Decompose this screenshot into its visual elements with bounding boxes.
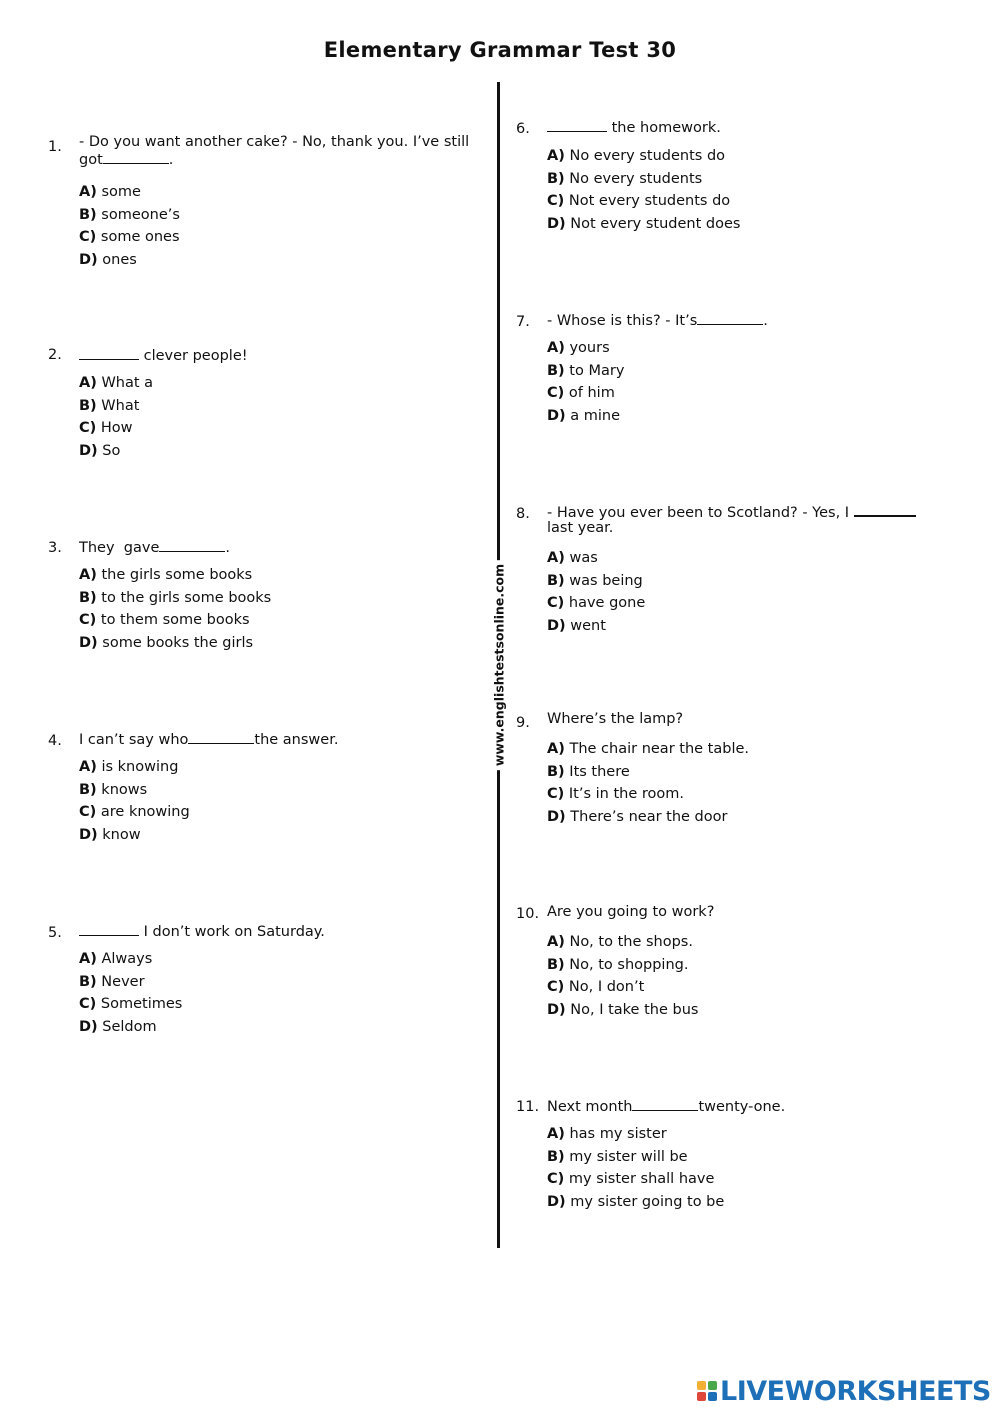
option-text: Seldom	[102, 1018, 157, 1035]
option-letter: C)	[547, 979, 565, 995]
stem-text-after: the homework.	[607, 120, 721, 136]
option-d[interactable]	[547, 409, 624, 432]
option-text: has my sister	[569, 1126, 667, 1142]
option-a[interactable]	[79, 376, 153, 399]
option-letter: B)	[79, 589, 97, 606]
option-letter: A)	[79, 375, 97, 391]
stem-text-before: Next month	[547, 1099, 633, 1115]
question-number: 1.	[48, 139, 62, 155]
options-list	[79, 568, 271, 658]
stem-text-after: last year.	[547, 520, 614, 536]
option-text: Not every student does	[570, 215, 741, 232]
option-d[interactable]	[79, 828, 190, 851]
option-letter: B)	[547, 362, 565, 379]
option-text: to the girls some books	[101, 589, 272, 606]
option-c[interactable]	[547, 386, 624, 409]
answer-blank[interactable]	[854, 502, 916, 517]
option-a[interactable]	[79, 760, 190, 783]
option-text: No, to the shops.	[569, 934, 693, 950]
option-letter: D)	[547, 617, 566, 634]
option-c[interactable]	[547, 787, 749, 810]
question-number: 2.	[48, 347, 62, 363]
logo-tile	[697, 1392, 706, 1401]
option-text: Never	[101, 973, 145, 990]
option-b[interactable]	[547, 765, 749, 788]
option-text: someone’s	[101, 206, 180, 223]
options-list	[547, 149, 740, 239]
option-a[interactable]	[79, 568, 271, 591]
question-number: 9.	[516, 715, 530, 731]
option-a[interactable]	[79, 952, 182, 975]
option-letter: B)	[547, 1148, 565, 1165]
option-letter: C)	[547, 595, 565, 611]
question-stem	[79, 346, 489, 364]
option-letter: C)	[79, 804, 97, 820]
stem-text-after: .	[168, 152, 174, 168]
option-text: some books the girls	[102, 634, 254, 651]
option-text: What	[101, 397, 140, 414]
option-letter: C)	[79, 229, 97, 245]
option-text: my sister shall have	[568, 1171, 715, 1187]
option-text: my sister will be	[569, 1148, 688, 1165]
option-text: The chair near the table.	[569, 741, 749, 757]
stem-text-after: clever people!	[139, 348, 248, 364]
option-letter: B)	[547, 956, 565, 973]
option-a[interactable]	[547, 551, 645, 574]
option-letter: B)	[547, 170, 565, 187]
option-letter: D)	[547, 1193, 566, 1210]
option-c[interactable]	[79, 805, 190, 828]
option-letter: B)	[79, 781, 97, 798]
option-letter: D)	[79, 1018, 98, 1035]
question-stem	[547, 1097, 957, 1115]
question-number: 4.	[48, 733, 62, 749]
option-text: went	[570, 617, 606, 634]
stem-text-before: Where’s the lamp?	[547, 711, 684, 727]
option-text: to them some books	[100, 612, 250, 628]
option-letter: B)	[79, 397, 97, 414]
liveworksheets-logo[interactable]	[697, 1376, 991, 1406]
answer-blank[interactable]	[79, 922, 139, 936]
question-number: 3.	[48, 540, 62, 556]
option-letter: A)	[547, 934, 565, 950]
option-text: No, I take the bus	[570, 1001, 699, 1018]
stem-text-before: - Have you ever been to Scotland? - Yes, I	[547, 505, 854, 521]
options-list	[547, 341, 624, 431]
stem-text-after: I don’t work on Saturday.	[139, 924, 325, 940]
option-text: yours	[569, 340, 610, 356]
option-letter: C)	[547, 193, 565, 209]
option-b[interactable]	[79, 783, 190, 806]
logo-text: LIVEWORKSHEETS	[720, 1375, 991, 1407]
answer-blank[interactable]	[697, 311, 763, 325]
option-text: Not every students do	[568, 193, 731, 209]
option-text: of him	[568, 385, 615, 401]
option-letter: D)	[79, 251, 98, 268]
option-letter: C)	[547, 786, 565, 802]
question-number: 7.	[516, 314, 530, 330]
option-letter: D)	[547, 407, 566, 424]
option-d[interactable]	[79, 253, 180, 276]
question-stem	[547, 118, 957, 136]
option-text: to Mary	[569, 362, 625, 379]
option-b[interactable]	[79, 591, 271, 614]
stem-text-before: - Whose is this? - It’s	[547, 313, 698, 329]
option-letter: A)	[547, 1126, 565, 1142]
option-d[interactable]	[547, 810, 749, 833]
option-text: ones	[102, 251, 137, 268]
option-letter: A)	[547, 340, 565, 356]
option-text: are knowing	[100, 804, 190, 820]
option-letter: D)	[547, 1001, 566, 1018]
liveworksheets-logo-icon	[697, 1381, 717, 1401]
answer-blank[interactable]	[547, 118, 607, 132]
question-stem	[547, 712, 957, 727]
option-text: So	[102, 442, 121, 459]
option-text: No every students	[569, 170, 703, 187]
option-c[interactable]	[547, 194, 740, 217]
stem-text-before: I can’t say who	[79, 732, 189, 748]
options-list	[79, 952, 182, 1042]
option-d[interactable]	[79, 444, 153, 467]
stem-text-after: the answer.	[254, 732, 339, 748]
question-stem	[79, 922, 489, 940]
option-letter: A)	[547, 148, 565, 164]
answer-blank[interactable]	[188, 730, 254, 744]
option-a[interactable]	[79, 185, 180, 208]
option-letter: A)	[79, 759, 97, 775]
option-c[interactable]	[547, 980, 698, 1003]
option-letter: D)	[79, 442, 98, 459]
question-number: 5.	[48, 925, 62, 941]
option-letter: B)	[79, 206, 97, 223]
answer-blank[interactable]	[632, 1097, 698, 1111]
watermark-url: www.englishtestsonline.com	[492, 560, 507, 770]
option-b[interactable]	[547, 172, 740, 195]
option-text: Sometimes	[100, 996, 183, 1012]
option-text: was being	[569, 572, 643, 589]
stem-text-before: Are you going to work?	[547, 904, 715, 920]
option-text: have gone	[568, 595, 646, 611]
logo-tile	[697, 1381, 706, 1390]
option-letter: D)	[547, 808, 566, 825]
option-letter: D)	[79, 826, 98, 843]
option-c[interactable]	[79, 997, 182, 1020]
options-list	[547, 935, 698, 1025]
option-letter: A)	[547, 741, 565, 757]
option-b[interactable]	[547, 958, 698, 981]
option-text: There’s near the door	[570, 808, 728, 825]
stem-text-before: - Do you want another cake? - No, thank you. I’ve still got	[79, 134, 470, 168]
page-title: Elementary Grammar Test 30	[323, 38, 677, 62]
option-b[interactable]	[547, 364, 624, 387]
option-b[interactable]	[79, 208, 180, 231]
option-d[interactable]	[547, 619, 645, 642]
option-text: No every students do	[569, 148, 726, 164]
option-a[interactable]	[547, 1127, 724, 1150]
option-text: Always	[101, 951, 153, 967]
answer-blank[interactable]	[103, 150, 169, 164]
logo-tile	[708, 1381, 717, 1390]
option-text: my sister going to be	[570, 1193, 725, 1210]
option-letter: B)	[547, 763, 565, 780]
option-letter: A)	[79, 567, 97, 583]
options-list	[547, 1127, 724, 1217]
options-list	[79, 376, 153, 466]
option-b[interactable]	[547, 1150, 724, 1173]
option-letter: B)	[547, 572, 565, 589]
option-c[interactable]	[79, 613, 271, 636]
option-b[interactable]	[547, 574, 645, 597]
option-text: No, to shopping.	[569, 956, 689, 973]
options-list	[79, 760, 190, 850]
option-d[interactable]	[79, 1020, 182, 1043]
answer-blank[interactable]	[159, 538, 225, 552]
option-letter: A)	[79, 184, 97, 200]
stem-text-before: They gave	[79, 540, 160, 556]
option-c[interactable]	[79, 230, 180, 253]
option-d[interactable]	[547, 1003, 698, 1026]
option-letter: C)	[79, 996, 97, 1012]
option-a[interactable]	[547, 149, 740, 172]
option-letter: D)	[79, 634, 98, 651]
question-number: 6.	[516, 121, 530, 137]
option-d[interactable]	[547, 217, 740, 240]
option-b[interactable]	[79, 975, 182, 998]
option-c[interactable]	[79, 421, 153, 444]
option-text: the girls some books	[101, 567, 253, 583]
option-a[interactable]	[547, 341, 624, 364]
option-letter: A)	[79, 951, 97, 967]
option-b[interactable]	[79, 399, 153, 422]
option-c[interactable]	[547, 1172, 724, 1195]
question-stem	[79, 538, 489, 556]
option-d[interactable]	[547, 1195, 724, 1218]
question-stem	[79, 730, 489, 748]
question-number: 10.	[516, 906, 540, 922]
logo-tile	[708, 1392, 717, 1401]
option-a[interactable]	[547, 935, 698, 958]
option-text: some ones	[100, 229, 180, 245]
option-letter: C)	[79, 420, 97, 436]
option-text: How	[100, 420, 133, 436]
option-text: What a	[101, 375, 154, 391]
option-text: was	[569, 550, 598, 566]
options-list	[547, 551, 645, 641]
stem-text-after: .	[763, 313, 768, 329]
options-list	[547, 742, 749, 832]
options-list	[79, 185, 180, 275]
question-stem	[547, 905, 957, 920]
question-number: 8.	[516, 506, 530, 522]
option-letter: B)	[79, 973, 97, 990]
option-letter: D)	[547, 215, 566, 232]
option-text: knows	[101, 781, 148, 798]
option-text: some	[101, 184, 141, 200]
stem-text-after: .	[225, 540, 230, 556]
option-text: know	[102, 826, 141, 843]
option-a[interactable]	[547, 742, 749, 765]
question-number: 11.	[516, 1099, 540, 1115]
option-c[interactable]	[547, 596, 645, 619]
option-d[interactable]	[79, 636, 271, 659]
option-letter: C)	[547, 1171, 565, 1187]
option-text: Its there	[569, 763, 630, 780]
option-text: No, I don’t	[568, 979, 645, 995]
answer-blank[interactable]	[79, 346, 139, 360]
option-letter: C)	[547, 385, 565, 401]
option-text: is knowing	[101, 759, 179, 775]
option-letter: C)	[79, 612, 97, 628]
question-stem	[547, 311, 957, 329]
option-text: It’s in the room.	[568, 786, 684, 802]
question-stem	[547, 502, 932, 536]
question-stem	[79, 135, 489, 168]
option-letter: A)	[547, 550, 565, 566]
option-text: a mine	[570, 407, 621, 424]
stem-text-after: twenty-one.	[698, 1099, 786, 1115]
